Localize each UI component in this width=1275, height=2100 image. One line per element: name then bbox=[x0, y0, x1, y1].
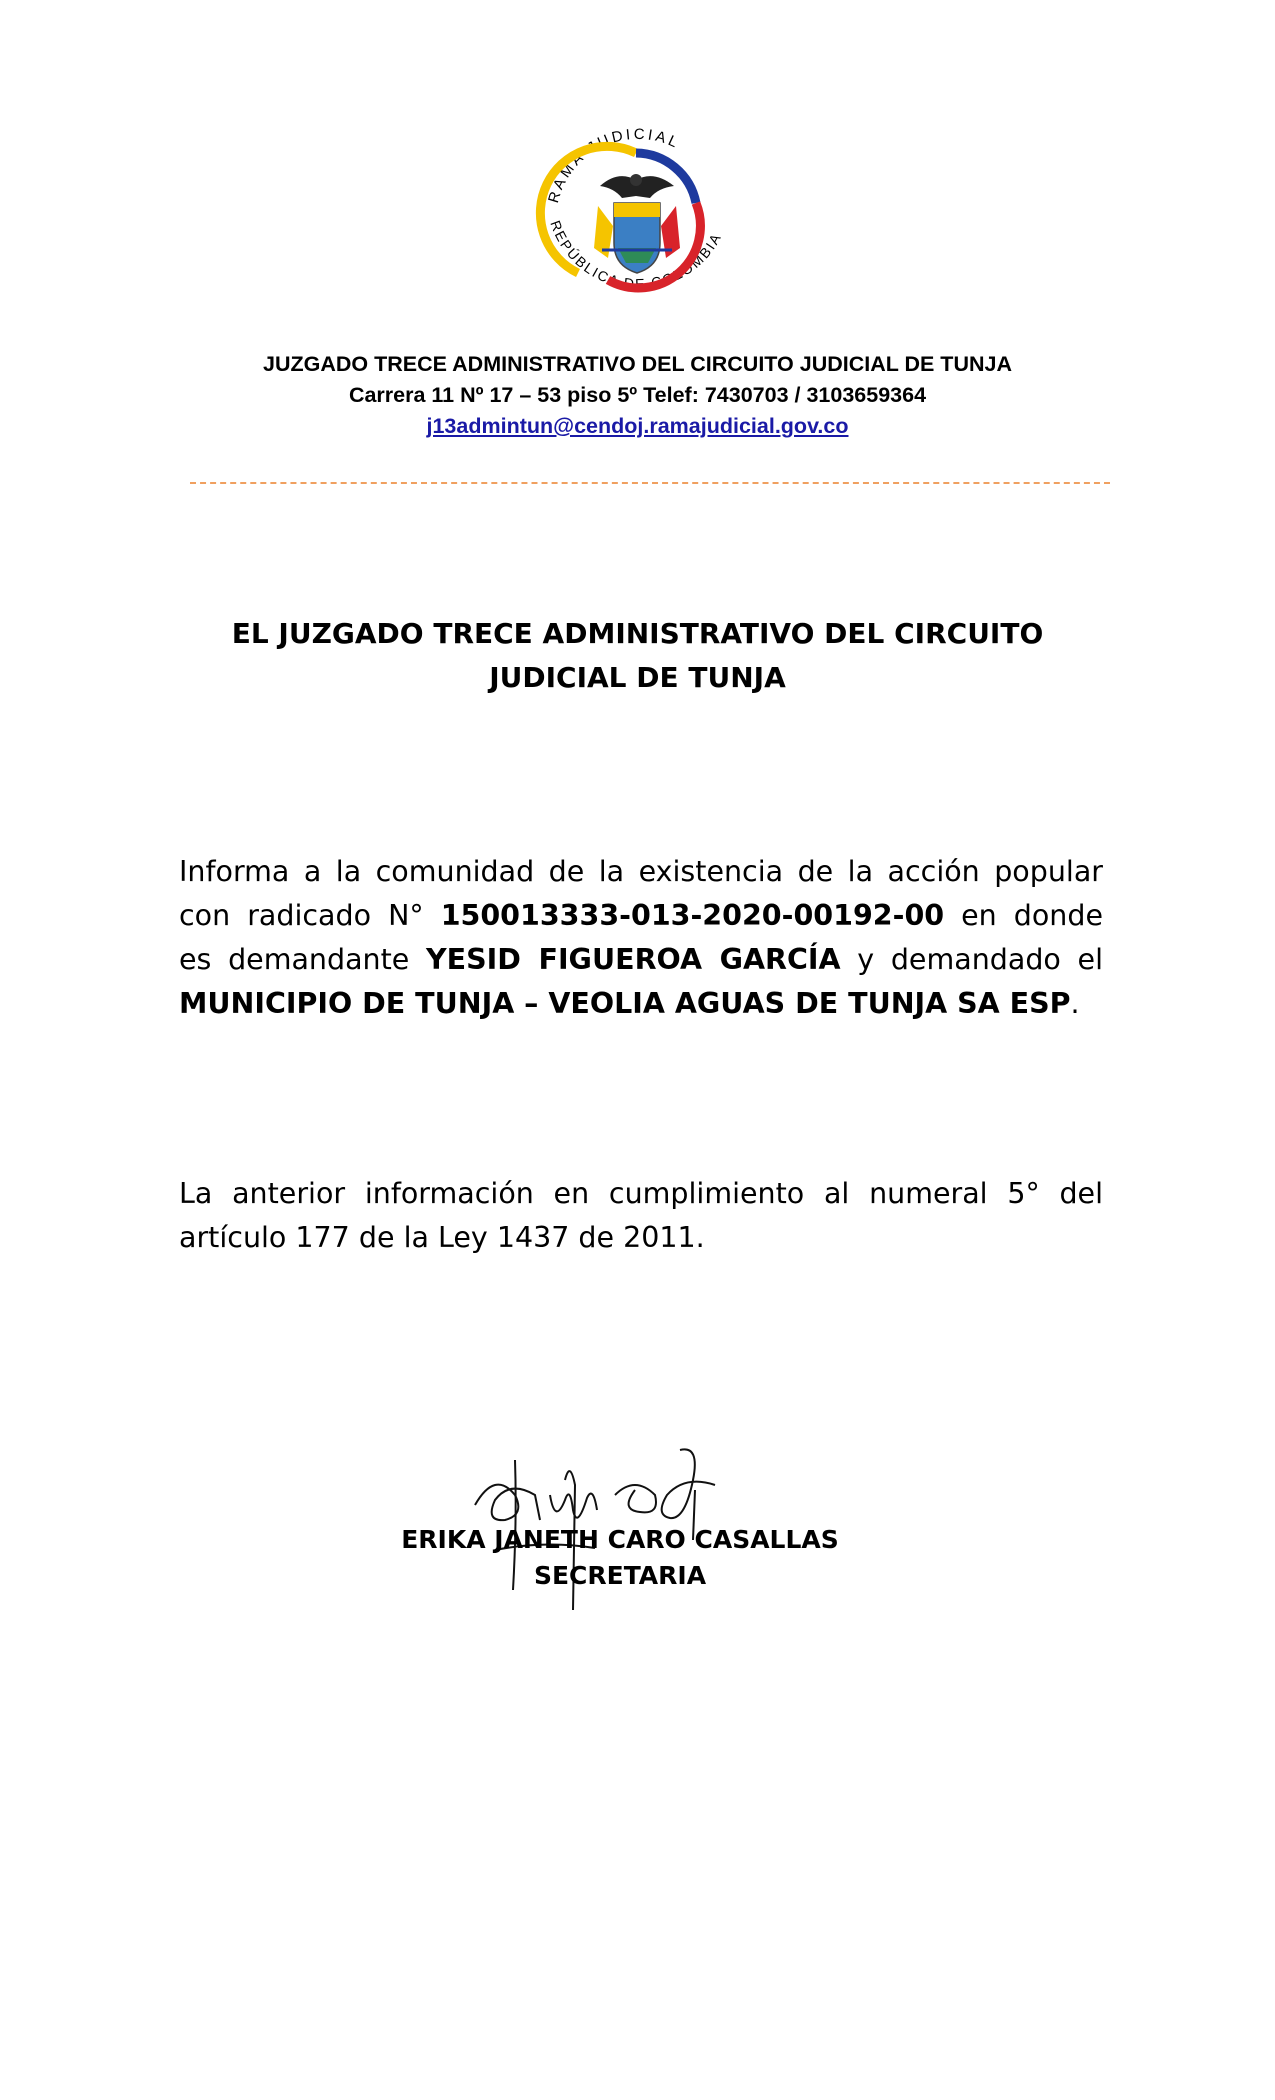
court-email-line bbox=[0, 414, 1275, 439]
signer-name: ERIKA JANETH CARO CASALLAS bbox=[401, 1525, 839, 1554]
document-title bbox=[0, 612, 1275, 700]
rama-judicial-seal-logo bbox=[518, 108, 758, 333]
notice-mid-2: y demandado el bbox=[840, 943, 1103, 976]
court-header-address: Carrera 11 Nº 17 – 53 piso 5º Telef: 7430703 / 3103659364 bbox=[348, 383, 927, 407]
radicado-number: 150013333-013-2020-00192-00 bbox=[440, 899, 945, 932]
court-header-name: JUZGADO TRECE ADMINISTRATIVO DEL CIRCUITO JUDICIAL DE TUNJA bbox=[263, 352, 1012, 376]
demandante-name: YESID FIGUEROA GARCÍA bbox=[426, 943, 841, 976]
header-divider bbox=[190, 482, 1110, 484]
notice-paragraph bbox=[179, 850, 1103, 1026]
notice-end: . bbox=[1070, 987, 1080, 1020]
court-email-link[interactable]: j13admintun@cendoj.ramajudicial.gov.co bbox=[426, 414, 849, 438]
title-line-1: EL JUZGADO TRECE ADMINISTRATIVO DEL CIRCUITO bbox=[231, 617, 1044, 650]
legal-note-paragraph: La anterior información en cumplimiento al numeral 5° del artículo 177 de la Ley 1437 de 2011. bbox=[179, 1177, 1103, 1254]
demandado-name: MUNICIPIO DE TUNJA – VEOLIA AGUAS DE TUNJA SA ESP bbox=[179, 987, 1071, 1020]
seal-top-text: RAMA JUDICIAL bbox=[545, 125, 683, 205]
notice-intro: Informa a la comunidad de la existencia de la acción popular con radicado N° bbox=[179, 855, 1103, 932]
signer-role: SECRETARIA bbox=[533, 1561, 707, 1590]
seal-bottom-text: REPÚBLICA DE COLOMBIA bbox=[547, 218, 725, 292]
title-line-2: JUDICIAL DE TUNJA bbox=[489, 661, 786, 694]
notice-mid-1: en donde es demandante bbox=[179, 899, 1103, 976]
